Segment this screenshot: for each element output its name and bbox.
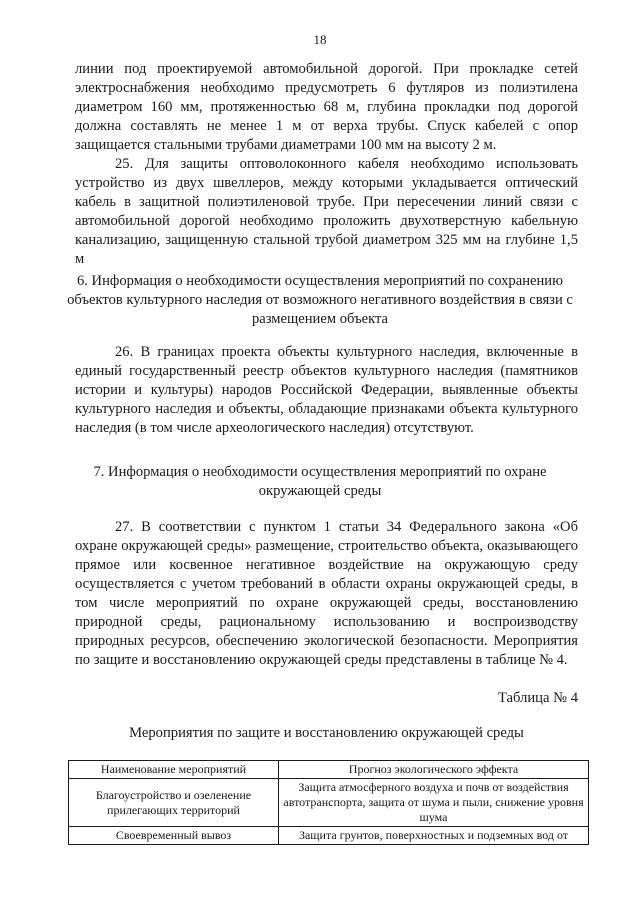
paragraph-intro-text: линии под проектируемой автомобильной дорогой. При прокладке сетей электроснабжения необходимо предусмотреть 6 футляров из полиэтилена диаметром 160 мм, протяженностью 68 м, глубина прокладки под дорогой должна составлять не менее 1 м от верха трубы. Спуск кабелей с опор защищается стальными трубами диаметрами 100 мм на высоту 2 м. <box>75 61 578 153</box>
table-cell: Благоустройство и озеленение прилегающих территорий <box>69 779 279 827</box>
table-cell: Защита грунтов, поверхностных и подземных вод от <box>279 827 589 845</box>
paragraph-27 <box>75 518 578 670</box>
table-cell: Защита атмосферного воздуха и почв от воздействия автотранспорта, защита от шума и пыли, снижение уровня шума <box>279 779 589 827</box>
paragraph-26-text: 26. В границах проекта объекты культурного наследия, включенные в единый государственный реестр объектов культурного наследия (памятников истории и культуры) народов Российской Федерации, выявленные объекты культурного наследия и объекты, обладающие признаками объекта культурного наследия (в том числе археологического наследия) отсутствуют. <box>75 344 578 436</box>
page-number: 18 <box>313 32 327 47</box>
paragraph-25 <box>75 155 578 269</box>
section-heading-7: 7. Информация о необходимости осуществления мероприятий по охране окружающей среды <box>93 464 547 499</box>
table-header-cell: Наименование мероприятий <box>69 761 279 779</box>
paragraph-25-text: 25. Для защиты оптоволоконного кабеля необходимо использовать устройство из двух швеллеров, между которыми укладывается оптический кабель в защитной полиэтиленовой трубе. При пересечении линий связи с автомобильной дорогой необходимо проложить двухотверстную кабельную канализацию, защищенную стальной трубой диаметром 325 мм на глубине 1,5 м <box>75 156 578 267</box>
section-heading-6: 6. Информация о необходимости осуществления мероприятий по сохранению объектов культурного наследия от возможного негативного воздействия в связи с размещением объекта <box>67 273 573 327</box>
measures-table <box>68 760 589 845</box>
paragraph-27-text: 27. В соответствии с пунктом 1 статьи 34 Федерального закона «Об охране окружающей среды» размещение, строительство объекта, оказывающего прямое или косвенное негативное воздействие на окружающую среду осуществляется с учетом требований в области охраны окружающей среды, в том числе мероприятий по охране окружающей среды, восстановлению природной среды, рациональному использованию и воспроизводству природных ресурсов, обеспечению экологической безопасности. Мероприятия по защите и восстановлению окружающей среды представлены в таблице № 4. <box>75 519 578 668</box>
table-title: Мероприятия по защите и восстановлению окружающей среды <box>129 725 524 741</box>
table-row <box>69 827 589 845</box>
table-header-row <box>69 761 589 779</box>
table-header-cell: Прогноз экологического эффекта <box>279 761 589 779</box>
table-row <box>69 779 589 827</box>
paragraph-26 <box>75 343 578 438</box>
paragraph-intro <box>75 60 578 155</box>
table-cell: Своевременный вывоз <box>69 827 279 845</box>
table-caption: Таблица № 4 <box>498 690 578 706</box>
